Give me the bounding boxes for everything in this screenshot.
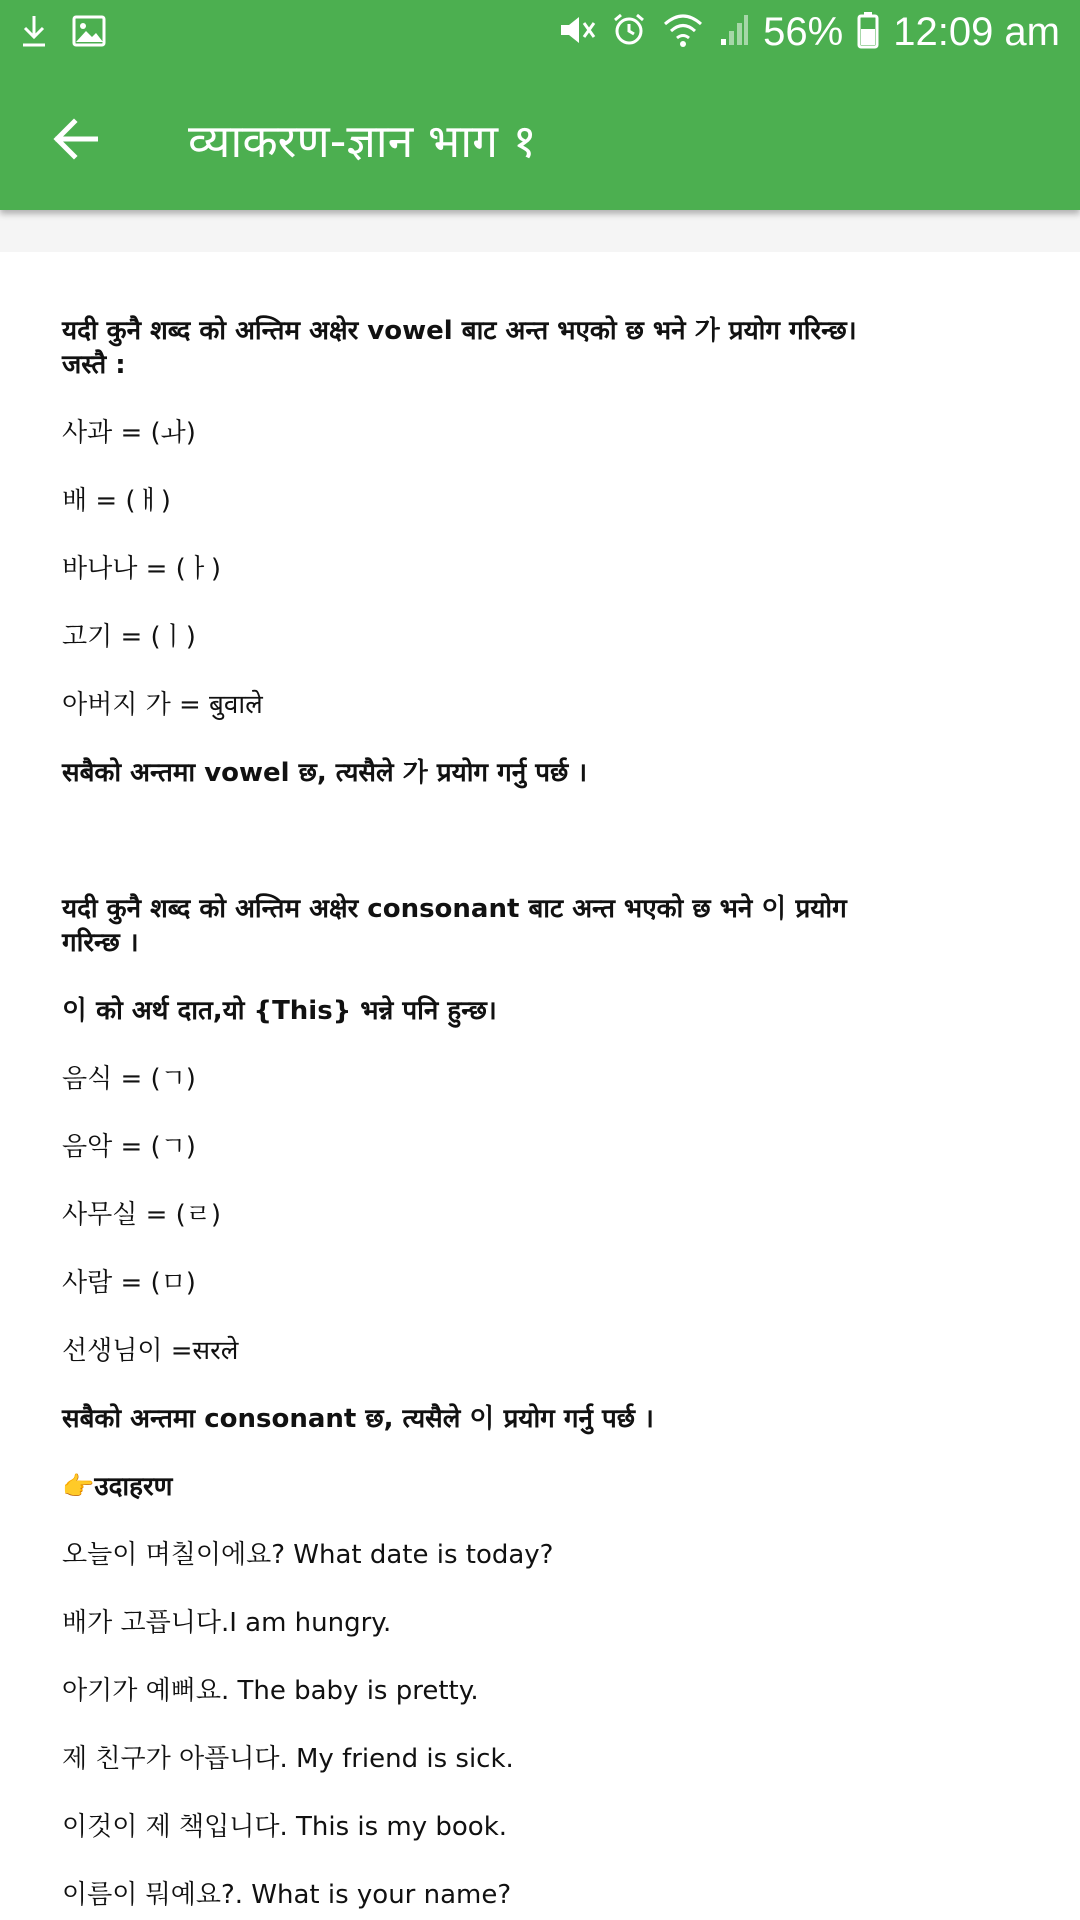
meaning-line: 이 को अर्थ दात,यो {This} भन्ने पनि हुन्छ। <box>62 996 497 1026</box>
sentence-example: 이름이 뭐예요?. What is your name? <box>62 1880 512 1910</box>
example-line: 사과 = (ㅘ) <box>62 418 196 448</box>
content-top-divider <box>0 210 1080 252</box>
image-icon <box>72 15 106 52</box>
paragraph-rule-consonant: यदी कुनै शब्द को अन्तिम अक्षेर consonant बाट अन्त भएको छ भने 이 प्रयोग <box>62 894 847 924</box>
back-arrow-icon <box>52 118 98 164</box>
summary-line-vowel: सबैको अन्तमा vowel छ, त्यसैले 가 प्रयोग गर्नु पर्छ । <box>62 758 588 788</box>
clock-time: 12:09 am <box>893 10 1060 54</box>
summary-line-consonant: सबैको अन्तमा consonant छ, त्यसैले 이 प्रयोग गर्नु पर्छ । <box>62 1404 654 1434</box>
alarm-icon <box>611 12 647 53</box>
sentence-example: 오늘이 며칠이에요? What date is today? <box>62 1540 554 1570</box>
sentence-example: 제 친구가 아픕니다. My friend is sick. <box>62 1744 514 1774</box>
example-line: 배 = (ㅐ) <box>62 486 171 516</box>
battery-percent: 56% <box>763 10 844 54</box>
examples-heading <box>62 1470 1012 1504</box>
paragraph-rule-consonant-cont: गरिन्छ । <box>62 928 139 958</box>
pointing-hand-icon: 👉 <box>62 1472 95 1502</box>
status-bar <box>0 0 1080 64</box>
download-icon <box>20 12 48 55</box>
example-line: 아버지 가 = बुवाले <box>62 690 263 720</box>
example-line: 바나나 = (ㅏ) <box>62 554 222 584</box>
mute-icon <box>557 13 597 52</box>
example-line: 선생님이 =सरले <box>62 1336 239 1366</box>
example-line: 사무실 = (ㄹ) <box>62 1200 222 1230</box>
wifi-icon <box>661 12 705 53</box>
paragraph-example-intro: जस्तै : <box>62 350 126 380</box>
back-button[interactable] <box>44 110 106 172</box>
sentence-example: 아기가 예뻐요. The baby is pretty. <box>62 1676 479 1706</box>
sentence-example: 이것이 제 책입니다. This is my book. <box>62 1812 508 1842</box>
page-title: व्याकरण-ज्ञान भाग १ <box>188 114 537 168</box>
example-line: 고기 = (ㅣ) <box>62 622 196 652</box>
examples-heading-label: उदाहरण <box>94 1472 173 1502</box>
paragraph-rule-vowel: यदी कुनै शब्द को अन्तिम अक्षेर vowel बाट अन्त भएको छ भने 가 प्रयोग गरिन्छ। <box>62 316 857 346</box>
signal-icon <box>719 13 749 52</box>
example-line: 사람 = (ㅁ) <box>62 1268 196 1298</box>
app-bar <box>0 0 1080 210</box>
example-line: 음악 = (ㄱ) <box>62 1132 196 1162</box>
battery-icon <box>857 11 879 54</box>
example-line: 음식 = (ㄱ) <box>62 1064 196 1094</box>
sentence-example: 배가 고픕니다.I am hungry. <box>62 1608 392 1638</box>
